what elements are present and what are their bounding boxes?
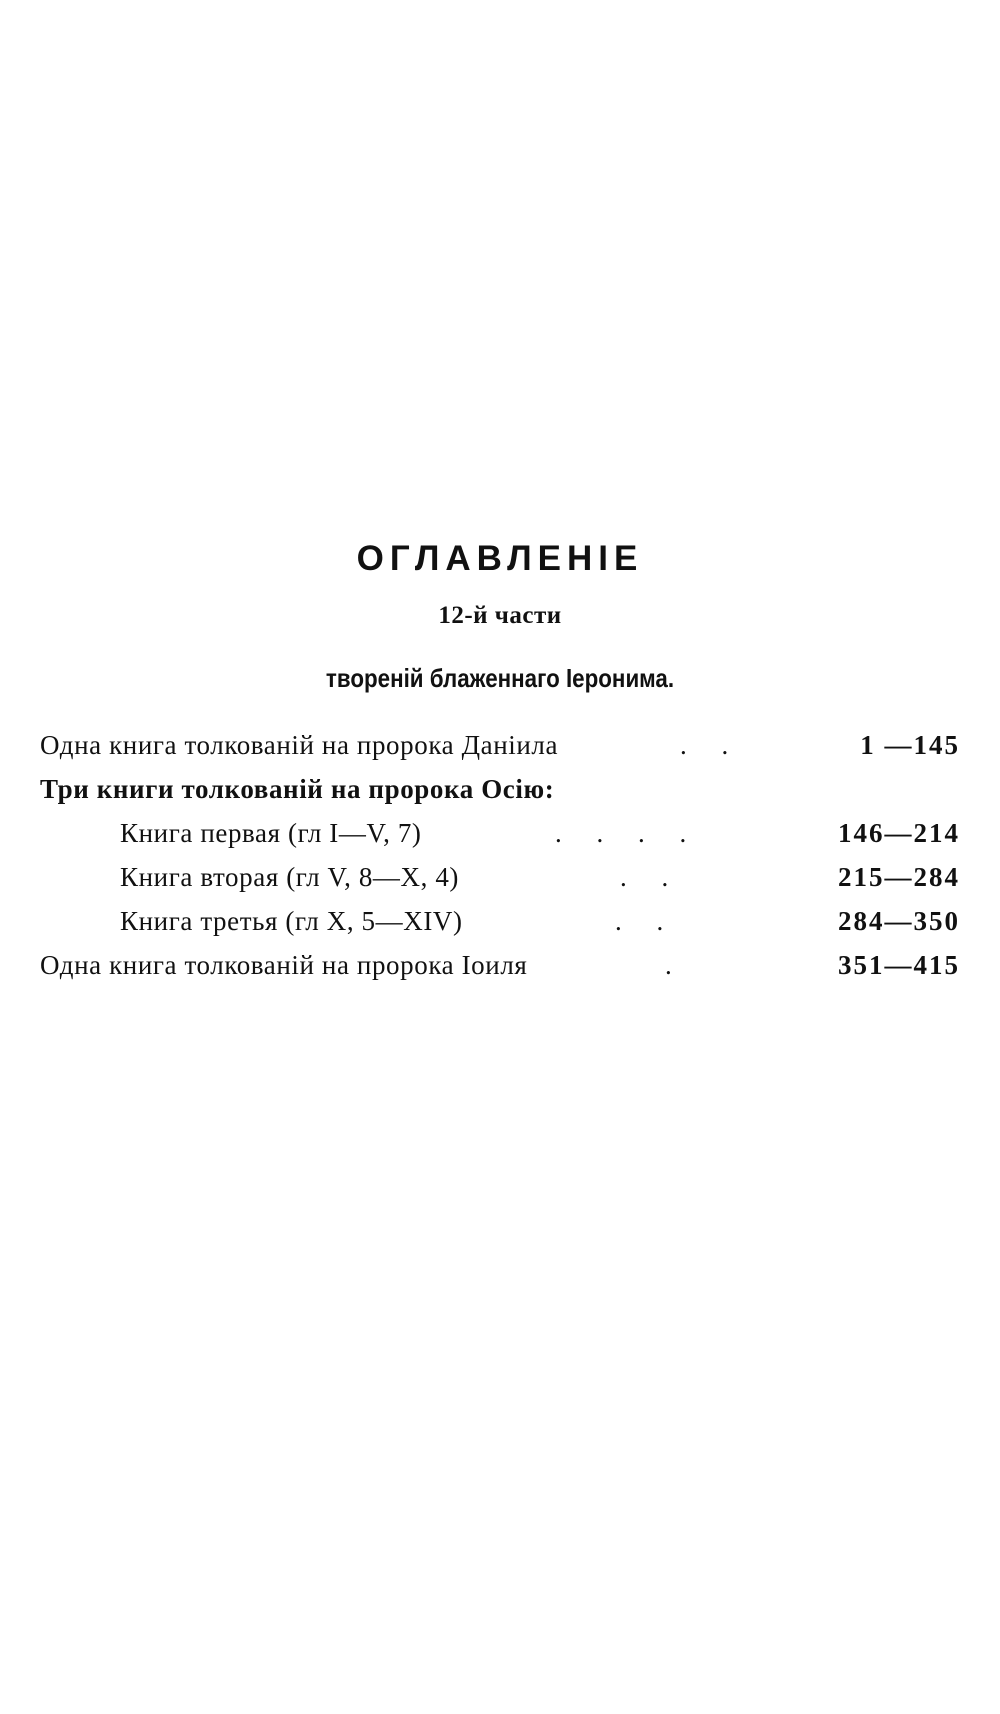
toc-leader-dots: . . [615,906,678,936]
toc-entry-text: Три книги толкованій на пророка Осію: [40,774,555,804]
toc-entry-hosea-book-3 [40,899,960,943]
toc-entry-hosea-book-1 [40,811,960,855]
toc-page-range: 215—284 [838,862,960,892]
toc-leader-dots: . . . . [555,818,701,848]
toc-entry-text: Одна книга толкованій на пророка Даніила [40,730,559,760]
toc-page-range: 1 —145 [860,730,960,760]
toc-page-range: 351—415 [838,950,960,980]
table-of-contents [40,723,960,987]
toc-leader-dots: . . [680,730,743,760]
document-author-line: твореній блаженнаго Іеронима. [325,663,675,693]
toc-entry-text: Одна книга толкованій на пророка Іоиля [40,950,528,980]
toc-entry-text: Книга первая (гл I—V, 7) [120,818,422,848]
document-title: ОГЛАВЛЕНІЕ [356,539,644,578]
toc-leader-dots: . . [620,862,683,892]
toc-leader-dots: . [665,950,686,980]
toc-entry-daniel [40,723,960,767]
toc-entry-text: Книга вторая (гл V, 8—X, 4) [120,862,460,892]
toc-page-range: 284—350 [838,906,960,936]
toc-entry-joel [40,943,960,987]
toc-page-range: 146—214 [838,818,960,848]
toc-entry-hosea [40,767,960,811]
document-subtitle: 12-й части [438,602,562,629]
toc-entry-hosea-book-2 [40,855,960,899]
toc-entry-text: Книга третья (гл X, 5—XIV) [120,906,463,936]
